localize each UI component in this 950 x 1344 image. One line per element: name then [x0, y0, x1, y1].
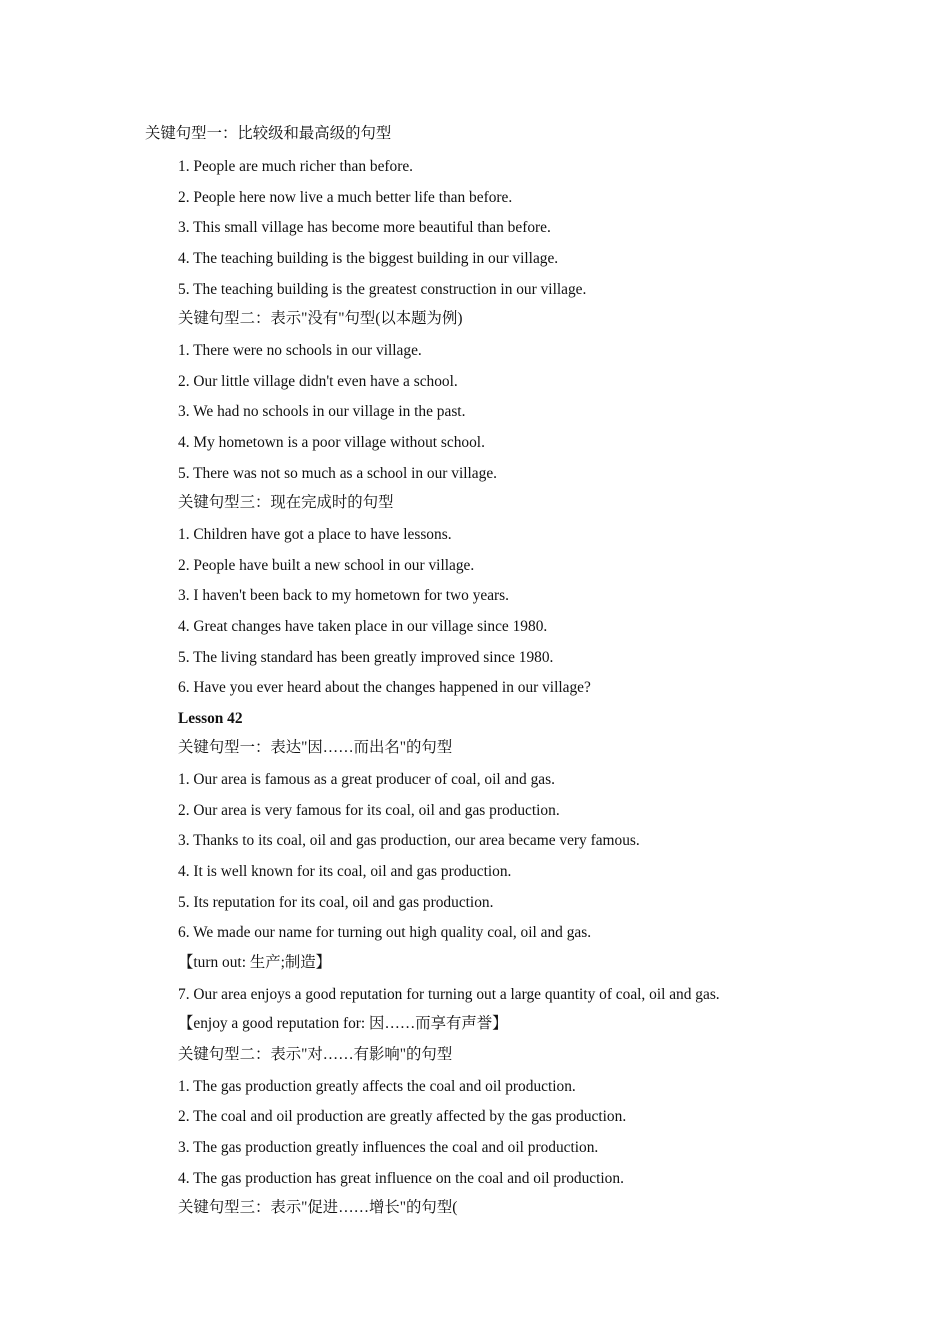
sentence-line: 5. Its reputation for its coal, oil and gas production.	[178, 894, 494, 911]
sentence-line: 6. Have you ever heard about the changes happened in our village?	[178, 679, 591, 696]
vocab-note: 【turn out: 生产;制造】	[178, 954, 332, 971]
sentence-line: 3. We had no schools in our village in the past.	[178, 403, 466, 420]
sentence-line: 2. People have built a new school in our village.	[178, 557, 475, 574]
sentence-line: 2. Our area is very famous for its coal, oil and gas production.	[178, 802, 560, 819]
sentence-line: 4. My hometown is a poor village without school.	[178, 434, 485, 451]
sentence-line: 6. We made our name for turning out high quality coal, oil and gas.	[178, 924, 592, 941]
sentence-line: 4. It is well known for its coal, oil and gas production.	[178, 863, 512, 880]
sentence-line: 3. Thanks to its coal, oil and gas production, our area became very famous.	[178, 832, 640, 849]
sentence-line: 7. Our area enjoys a good reputation for turning out a large quantity of coal, oil and gas.	[178, 986, 720, 1003]
sentence-line: 5. There was not so much as a school in our village.	[178, 465, 498, 482]
sentence-line: 3. This small village has become more beautiful than before.	[178, 219, 551, 236]
section-heading-promote: 关键句型三：表示"促进……增长"的句型(	[178, 1199, 458, 1216]
sentence-line: 5. The living standard has been greatly improved since 1980.	[178, 649, 554, 666]
sentence-line: 4. The gas production has great influence on the coal and oil production.	[178, 1170, 624, 1187]
vocab-note: 【enjoy a good reputation for: 因……而享有声誉】	[178, 1015, 508, 1032]
section-heading-present-perfect: 关键句型三：现在完成时的句型	[178, 494, 394, 511]
sentence-line: 1. People are much richer than before.	[178, 158, 414, 175]
section-heading-negation: 关键句型二：表示"没有"句型(以本题为例)	[178, 310, 463, 327]
section-heading-comparatives: 关键句型一：比较级和最高级的句型	[145, 125, 392, 142]
lesson-title: Lesson 42	[178, 710, 243, 727]
sentence-line: 2. Our little village didn't even have a school.	[178, 373, 458, 390]
sentence-line: 3. I haven't been back to my hometown for two years.	[178, 587, 510, 604]
sentence-line: 2. People here now live a much better life than before.	[178, 189, 513, 206]
sentence-line: 2. The coal and oil production are greatly affected by the gas production.	[178, 1108, 627, 1125]
sentence-line: 3. The gas production greatly influences the coal and oil production.	[178, 1139, 599, 1156]
sentence-line: 1. Children have got a place to have lessons.	[178, 526, 452, 543]
sentence-line: 5. The teaching building is the greatest construction in our village.	[178, 281, 587, 298]
sentence-line: 4. Great changes have taken place in our village since 1980.	[178, 618, 548, 635]
sentence-line: 1. Our area is famous as a great producer of coal, oil and gas.	[178, 771, 555, 788]
sentence-line: 4. The teaching building is the biggest building in our village.	[178, 250, 559, 267]
section-heading-famous: 关键句型一：表达"因……而出名"的句型	[178, 739, 453, 756]
sentence-line: 1. The gas production greatly affects the coal and oil production.	[178, 1078, 576, 1095]
sentence-line: 1. There were no schools in our village.	[178, 342, 422, 359]
section-heading-influence: 关键句型二：表示"对……有影响"的句型	[178, 1046, 453, 1063]
